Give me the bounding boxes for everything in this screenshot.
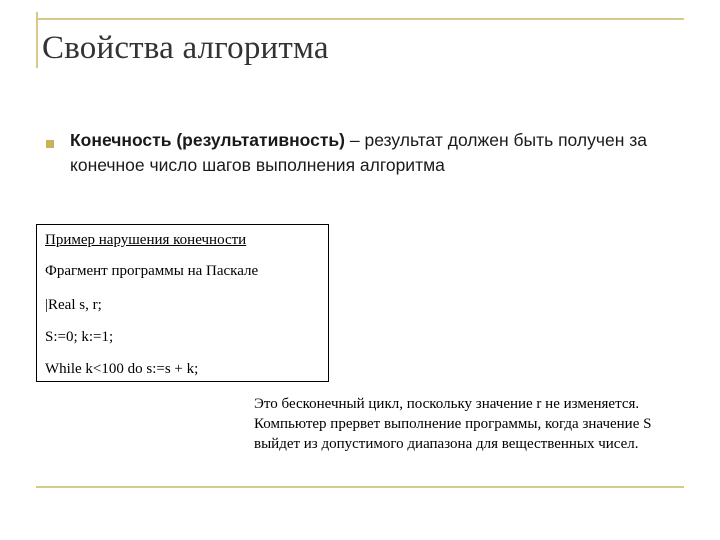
bullet-definition: – результат должен быть получен за конечное число шагов выполнения алгоритма [70, 130, 648, 175]
bullet-term: Конечность (результативность) [70, 130, 346, 150]
explanation-note: Это бесконечный цикл, поскольку значение r не изменяется. Компьютер прервет выполнение программы, когда значение S выйдет из допустимого диапазона для вещественных чисел. [254, 396, 652, 452]
bullet-text [70, 128, 680, 178]
example-box [36, 224, 329, 382]
example-line: S:=0; k:=1; [45, 329, 114, 345]
bullet-square-icon [46, 140, 54, 148]
frame-bottom-line [36, 486, 684, 488]
example-line: |Real s, r; [45, 297, 102, 313]
example-title: Пример нарушения конечности [45, 232, 247, 248]
slide-title: Свойства алгоритма [42, 30, 329, 66]
frame-top-line [36, 18, 684, 20]
frame-left-line [36, 12, 38, 68]
example-line: While k<100 do s:=s + k; [45, 361, 199, 377]
example-line: Фрагмент программы на Паскале [45, 263, 259, 279]
